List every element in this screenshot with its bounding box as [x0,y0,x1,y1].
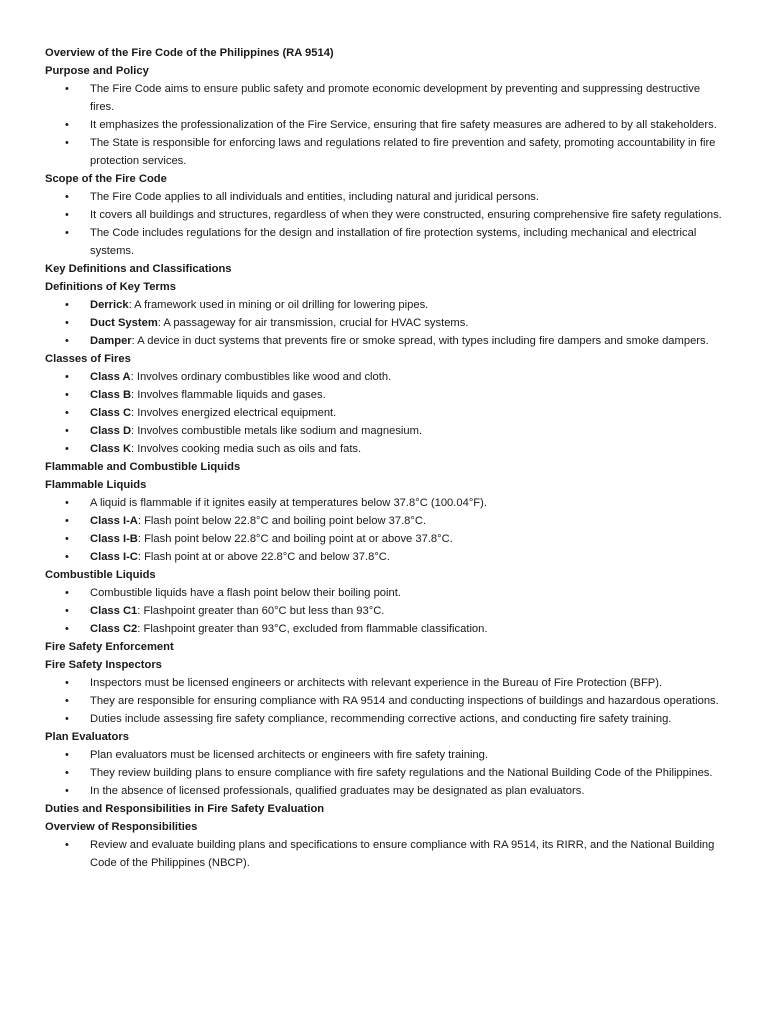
bullet-icon: • [65,623,69,635]
heading-fire-safety-enforcement: Fire Safety Enforcement [45,641,174,653]
list-item-text: It covers all buildings and structures, regardless of when they were constructed, ensuring comprehensive fire safety regulations. [90,209,722,221]
heading-combustible-liquids: Combustible Liquids [45,569,156,581]
list-item-text: : Flashpoint greater than 93°C, excluded from flammable classification. [137,623,488,635]
list-item-text: : Flash point below 22.8°C and boiling point at or above 37.8°C. [137,533,453,545]
heading-plan-evaluators: Plan Evaluators [45,731,129,743]
list-item [45,782,725,800]
heading-overview-of-responsibilities: Overview of Responsibilities [45,821,198,833]
list-item-text: : Involves ordinary combustibles like wood and cloth. [130,371,392,383]
bullet-icon: • [65,335,69,347]
heading-duties-and-responsibilities-in-fire-safety-evaluation: Duties and Responsibilities in Fire Safety Evaluation [45,803,325,815]
list-item-text: : Involves energized electrical equipment. [131,407,337,419]
heading-flammable-liquids: Flammable Liquids [45,479,147,491]
list-item-text: The State is responsible for enforcing laws and regulations related to fire prevention and safety, promoting accountability in fire protection services. [90,137,716,167]
list-item [45,764,725,782]
list-item [45,224,725,260]
list-item-text: : Flash point below 22.8°C and boiling point below 37.8°C. [137,515,427,527]
list-item [45,368,725,386]
term-label: Class I-B [90,533,138,545]
bullet-list [45,368,725,458]
term-label: Class D [90,425,132,437]
term-label: Damper [90,335,132,347]
list-item [45,620,725,638]
list-item [45,710,725,728]
list-item [45,494,725,512]
bullet-icon: • [65,551,69,563]
bullet-icon: • [65,713,69,725]
heading-definitions-of-key-terms: Definitions of Key Terms [45,281,176,293]
list-item-text: Review and evaluate building plans and specifications to ensure compliance with RA 9514, its RIRR, and the National Building Code of the Philippines (NBCP). [90,839,715,869]
bullet-icon: • [65,371,69,383]
bullet-list [45,188,725,260]
bullet-icon: • [65,299,69,311]
bullet-list [45,836,725,872]
bullet-icon: • [65,767,69,779]
list-item [45,836,725,872]
term-label: Class I-C [90,551,138,563]
list-item-text: : Flashpoint greater than 60°C but less than 93°C. [137,605,385,617]
list-item-text: They are responsible for ensuring compliance with RA 9514 and conducting inspections of buildings and hazardous operations. [90,695,719,707]
list-item [45,296,725,314]
list-item-text: : A device in duct systems that prevents fire or smoke spread, with types including fire dampers and smoke dampers. [131,335,709,347]
heading-fire-safety-inspectors: Fire Safety Inspectors [45,659,162,671]
list-item-text: The Fire Code applies to all individuals and entities, including natural and juridical persons. [90,191,540,203]
list-item [45,530,725,548]
bullet-icon: • [65,533,69,545]
list-item [45,692,725,710]
heading-flammable-and-combustible-liquids: Flammable and Combustible Liquids [45,461,241,473]
bullet-list [45,494,725,566]
document-body [45,44,725,872]
bullet-icon: • [65,389,69,401]
bullet-icon: • [65,425,69,437]
heading-purpose-and-policy: Purpose and Policy [45,65,149,77]
heading-key-definitions-and-classifications: Key Definitions and Classifications [45,263,232,275]
list-item [45,512,725,530]
list-item [45,548,725,566]
list-item-text: : A passageway for air transmission, crucial for HVAC systems. [157,317,469,329]
list-item-text: : Involves flammable liquids and gases. [131,389,326,401]
bullet-icon: • [65,839,69,851]
bullet-icon: • [65,443,69,455]
list-item [45,134,725,170]
bullet-icon: • [65,137,69,149]
list-item [45,116,725,134]
list-item [45,440,725,458]
bullet-icon: • [65,785,69,797]
term-label: Duct System [90,317,158,329]
list-item [45,422,725,440]
list-item-text: : A framework used in mining or oil drilling for lowering pipes. [128,299,429,311]
bullet-icon: • [65,515,69,527]
bullet-list [45,584,725,638]
bullet-icon: • [65,677,69,689]
list-item [45,746,725,764]
list-item-text: The Fire Code aims to ensure public safety and promote economic development by preventing and suppressing destructive fires. [90,83,701,113]
bullet-list [45,80,725,170]
bullet-list [45,746,725,800]
term-label: Class C1 [90,605,138,617]
bullet-list [45,296,725,350]
list-item-text: : Involves cooking media such as oils and fats. [131,443,362,455]
heading-overview-of-the-fire-code-of-the-philippines-ra-9514: Overview of the Fire Code of the Philippines (RA 9514) [45,47,334,59]
term-label: Class C2 [90,623,138,635]
list-item [45,188,725,206]
bullet-icon: • [65,317,69,329]
list-item-text: Duties include assessing fire safety compliance, recommending corrective actions, and conducting fire safety training. [90,713,672,725]
bullet-icon: • [65,209,69,221]
heading-scope-of-the-fire-code: Scope of the Fire Code [45,173,167,185]
bullet-icon: • [65,407,69,419]
list-item-text: A liquid is flammable if it ignites easily at temperatures below 37.8°C (100.04°F). [90,497,487,509]
list-item-text: : Involves combustible metals like sodium and magnesium. [131,425,423,437]
list-item [45,602,725,620]
bullet-icon: • [65,695,69,707]
list-item-text: Plan evaluators must be licensed architects or engineers with fire safety training. [90,749,488,761]
list-item [45,386,725,404]
list-item [45,314,725,332]
list-item [45,332,725,350]
bullet-list [45,674,725,728]
bullet-icon: • [65,227,69,239]
list-item [45,584,725,602]
list-item-text: They review building plans to ensure compliance with fire safety regulations and the National Building Code of the Philippines. [90,767,713,779]
list-item-text: : Flash point at or above 22.8°C and below 37.8°C. [137,551,390,563]
heading-classes-of-fires: Classes of Fires [45,353,131,365]
bullet-icon: • [65,587,69,599]
list-item [45,206,725,224]
bullet-icon: • [65,749,69,761]
bullet-icon: • [65,119,69,131]
bullet-icon: • [65,191,69,203]
term-label: Class B [90,389,132,401]
bullet-icon: • [65,497,69,509]
list-item-text: Combustible liquids have a flash point below their boiling point. [90,587,401,599]
term-label: Derrick [90,299,129,311]
list-item-text: It emphasizes the professionalization of the Fire Service, ensuring that fire safety measures are adhered to by all stakeholders. [90,119,717,131]
bullet-icon: • [65,605,69,617]
list-item-text: The Code includes regulations for the design and installation of fire protection systems, including mechanical and electrical systems. [90,227,697,257]
term-label: Class C [90,407,132,419]
list-item-text: Inspectors must be licensed engineers or architects with relevant experience in the Bureau of Fire Protection (BFP). [90,677,663,689]
term-label: Class A [90,371,131,383]
list-item-text: In the absence of licensed professionals, qualified graduates may be designated as plan evaluators. [90,785,585,797]
list-item [45,80,725,116]
term-label: Class I-A [90,515,138,527]
list-item [45,674,725,692]
list-item [45,404,725,422]
bullet-icon: • [65,83,69,95]
term-label: Class K [90,443,132,455]
